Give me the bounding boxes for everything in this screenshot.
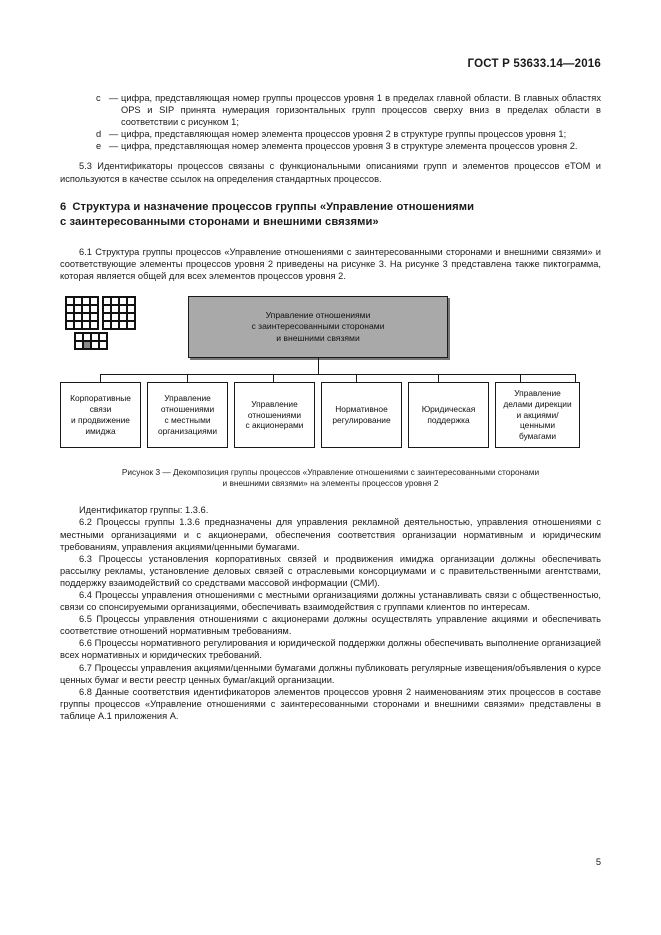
- leaf-line: поддержка: [427, 414, 470, 425]
- leaf-line: отношениями: [247, 409, 302, 420]
- spacer: [60, 185, 601, 200]
- root-node-line-3: и внешними связями: [276, 332, 360, 343]
- diagram-leaf-local-organizations: [147, 382, 228, 448]
- pictogram-bottom-grid: [74, 332, 108, 350]
- root-node-line-1: Управление отношениями: [265, 309, 371, 320]
- paragraph-6-3: 6.3 Процессы установления корпоративных связей и продвижения имиджа организации должны обеспечивать рассылку рекламы, установление деловых связей с отраслевыми консорциумами и с правительственными агентствами, поддержку взаимодействий со средствами массовой информации (СМИ).: [60, 553, 601, 588]
- connector-drop-6: [520, 374, 521, 382]
- paragraph-6-4: 6.4 Процессы управления отношениями с местными организациями должны устанавливать связи с общественностью, связи со спонсируемыми организациями, обеспечивать взаимодействия с группами клиентов по интересам.: [60, 590, 601, 613]
- connector-drop-3: [273, 374, 274, 382]
- pictogram-highlight-cell: [83, 341, 91, 349]
- paragraph-6-5: 6.5 Процессы управления отношениями с акционерами должны осуществлять управление акциями и обеспечивать соответствие отношений нормативным требованиям.: [60, 614, 601, 637]
- definition-key: d: [96, 129, 102, 140]
- connector-drop-5: [438, 374, 439, 382]
- definition-item-d: [96, 128, 601, 140]
- leaf-line: Корпоративные: [70, 393, 131, 404]
- leaf-line: отношениями: [160, 404, 215, 415]
- paragraph-5-3: 5.3 Идентификаторы процессов связаны с функциональными описаниями групп и элементов процессов eTOM и используются в качестве ссылок на определения стандартных процессов.: [60, 161, 601, 184]
- connector-drop-1: [100, 374, 101, 382]
- figure-3-caption: [60, 467, 601, 489]
- group-identifier-line: Идентификатор группы: 1.3.6.: [79, 505, 209, 516]
- connector-drop-4: [356, 374, 357, 382]
- connector-horizontal-bus: [100, 374, 575, 375]
- standard-header: ГОСТ Р 53633.14—2016: [467, 58, 601, 70]
- leaf-line: с местными: [164, 414, 211, 425]
- caption-line-1: Рисунок 3 — Декомпозиция группы процессов «Управление отношениями с заинтересованными сторонами: [121, 466, 540, 477]
- leaf-line: имиджа: [85, 425, 116, 436]
- section-title-line-1: Структура и назначение процессов группы «Управление отношениями: [72, 200, 475, 213]
- definition-item-e: [96, 140, 601, 152]
- leaf-line: и акциями/: [516, 409, 559, 420]
- leaf-line: Управление: [164, 393, 211, 404]
- leaf-line: делами дирекции: [503, 398, 572, 409]
- spacer: [60, 489, 601, 504]
- paragraph-6-1: 6.1 Структура группы процессов «Управление отношениями с заинтересованными сторонами и внешними связями» и соответствующие элементы процессов уровня 2 приведены на рисунке 3. На рисунке 3 представлена также пиктограмма, которая является общей для всех элементов процессов уровня 2.: [60, 246, 601, 281]
- leaf-line: Управление: [514, 387, 561, 398]
- definition-dash: —: [108, 141, 119, 152]
- leaf-line: Управление: [251, 398, 298, 409]
- connector-root-stem: [318, 358, 319, 374]
- definition-dash: —: [108, 93, 119, 103]
- section-number: 6: [60, 200, 67, 213]
- leaf-line: бумагами: [518, 431, 557, 442]
- process-pictogram-icon: [65, 296, 137, 358]
- diagram-leaf-board-and-shares: [495, 382, 580, 448]
- connector-drop-2: [187, 374, 188, 382]
- definition-item-c: [96, 92, 601, 128]
- diagram-leaf-row: [60, 382, 601, 448]
- section-heading-6: [60, 200, 601, 231]
- leaf-line: ценными: [519, 420, 556, 431]
- leaf-line: регулирование: [332, 414, 391, 425]
- paragraph-6-7: 6.7 Процессы управления акциями/ценными бумагами должны публиковать регулярные извещения/объявления о курсе ценных бумаг и вести реестр ценных бумаг/акций организации.: [60, 662, 601, 685]
- definition-text: цифра, представляющая номер группы процессов уровня 1 в пределах главной области. В главных областях OPS и SIP принята нумерация горизонтальных групп процессов сверху вниз в пределах области в соответствии с рисунком 1;: [121, 93, 601, 128]
- diagram-leaf-legal-support: [408, 382, 489, 448]
- root-node-line-2: с заинтересованными сторонами: [251, 321, 385, 332]
- spacer: [60, 152, 601, 160]
- diagram-leaf-regulatory: [321, 382, 402, 448]
- definition-text: цифра, представляющая номер элемента процессов уровня 2 в структуре группы процессов уровня 1;: [121, 129, 567, 140]
- leaf-line: организациями: [157, 425, 218, 436]
- definition-text: цифра, представляющая номер элемента процессов уровня 3 в структуре элемента процессов уровня 2.: [121, 141, 578, 152]
- connector-drop-7: [575, 374, 576, 382]
- diagram-root-node: [188, 296, 448, 358]
- leaf-line: и продвижение: [71, 414, 130, 425]
- pictogram-grid-left: [65, 296, 99, 330]
- leaf-line: Нормативное: [335, 404, 388, 415]
- definition-key: e: [96, 141, 102, 152]
- page-number: 5: [595, 857, 601, 867]
- spacer: [60, 231, 601, 246]
- section-heading-first-line: [60, 200, 601, 216]
- identifier-definition-list: [96, 92, 601, 152]
- caption-line-2: и внешними связями» на элементы процессов уровня 2: [222, 478, 439, 489]
- section-title-line-2: с заинтересованными сторонами и внешними связями»: [60, 216, 379, 229]
- definition-key: c: [96, 93, 101, 103]
- pictogram-top-grids: [65, 296, 137, 330]
- leaf-line: Юридическая: [421, 404, 476, 415]
- leaf-line: с акционерами: [245, 420, 304, 431]
- paragraph-6-6: 6.6 Процессы нормативного регулирования и юридической поддержки должны обеспечивать выполнение организацией всех нормативных и юридических требований.: [60, 638, 601, 661]
- paragraph-6-2: 6.2 Процессы группы 1.3.6 предназначены для управления рекламной деятельностью, управления отношениями с местными организациями и с акционерами, обеспечения соответствия организации нормативным и юридическим требованиям, управления акциями/ценными бумагами.: [60, 517, 601, 552]
- pictogram-grid-right: [102, 296, 136, 330]
- diagram-leaf-corporate-relations: [60, 382, 141, 448]
- paragraph-6-8: 6.8 Данные соответствия идентификаторов элементов процессов уровня 2 наименованиям этих процессов в составе группы процессов «Управление отношениями с заинтересованными сторонами и внешними связями» представлены в таблице А.1 приложения А.: [60, 686, 601, 721]
- figure-3: [60, 294, 601, 459]
- leaf-line: связи: [89, 404, 112, 415]
- definition-dash: —: [108, 129, 119, 140]
- page-content: [60, 92, 601, 722]
- diagram-leaf-shareholders: [234, 382, 315, 448]
